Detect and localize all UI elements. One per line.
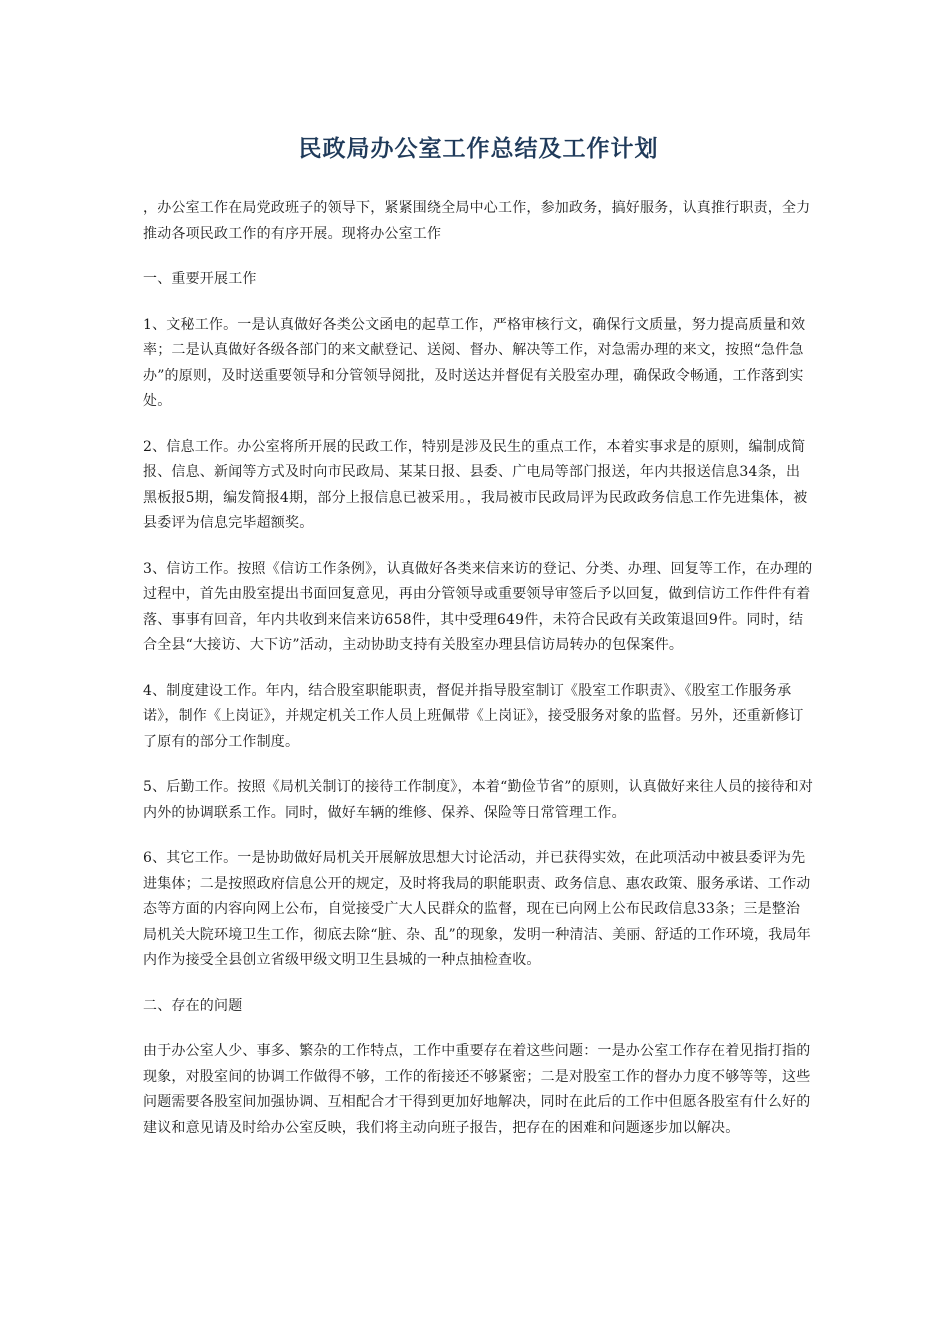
section-heading-work: 一、重要开展工作 — [143, 271, 257, 287]
intro-paragraph: ，办公室工作在局党政班子的领导下，紧紧围绕全局中心工作，参加政务，搞好服务，认真推行职责，全力推动各项民政工作的有序开展。现将办公室工作 — [143, 200, 811, 242]
paragraph-problems: 由于办公室人少、事多、繁杂的工作特点，工作中重要存在着这些问题：一是办公室工作存在着见指打指的现象，对股室间的协调工作做得不够，工作的衔接还不够紧密；二是对股室工作的督办力度不够等等，这些问题需要各股室间加强协调、互相配合才干得到更加好地解决，同时在此后的工作中但愿各股室有什么好的建议和意见请及时给办公室反映，我们将主动向班子报告，把存在的困难和问题逐步加以解决。 — [143, 1043, 811, 1136]
document-title: 民政局办公室工作总结及工作计划 — [298, 135, 659, 162]
paragraph-logistics-work: 5、后勤工作。按照《局机关制订的接待工作制度》，本着“勤俭节省”的原则，认真做好来往人员的接待和对内外的协调联系工作。同时，做好车辆的维修、保养、保险等日常管理工作。 — [143, 779, 814, 821]
paragraph-information-work: 2、信息工作。办公室将所开展的民政工作，特别是涉及民生的重点工作，本着实事求是的原则，编制成简报、信息、新闻等方式及时向市民政局、某某日报、县委、广电局等部门报送，年内共报送信息34条，出黑板报5期，编发简报4期，部分上报信息已被采用。，我局被市民政局评为民政政务信息工作先进集体，被县委评为信息完毕超额奖。 — [143, 438, 808, 531]
paragraph-system-building: 4、制度建设工作。年内，结合股室职能职责，督促并指导股室制订《股室工作职责》、《股室工作服务承诺》，制作《上岗证》，并规定机关工作人员上班佩带《上岗证》，接受服务对象的监督。另外，还重新修订了原有的部分工作制度。 — [143, 682, 804, 750]
paragraph-petition-work: 3、信访工作。按照《信访工作条例》，认真做好各类来信来访的登记、分类、办理、回复等工作，在办理的过程中，首先由股室提出书面回复意见，再由分管领导或重要领导审签后予以回复，做到信访工作件件有着落、事事有回音，年内共收到来信来访658件，其中受理649件，未符合民政有关政策退回9件。同时，结合全县“大接访、大下访”活动，主动协助支持有关股室办理县信访局转办的包保案件。 — [143, 560, 813, 653]
paragraph-secretarial-work: 1、文秘工作。一是认真做好各类公文函电的起草工作，严格审核行文，确保行文质量，努力提高质量和效率；二是认真做好各级各部门的来文献登记、送阅、督办、解决等工作，对急需办理的来文，按照“急件急办”的原则，及时送重要领导和分管领导阅批，及时送达并督促有关股室办理，确保政令畅通，工作落到实处。 — [143, 316, 806, 409]
section-heading-problems: 二、存在的问题 — [143, 997, 243, 1014]
paragraph-other-work: 6、其它工作。一是协助做好局机关开展解放思想大讨论活动，并已获得实效，在此项活动中被县委评为先进集体；二是按照政府信息公开的规定，及时将我局的职能职责、政务信息、惠农政策、服务承诺、工作动态等方面的内容向网上公布，自觉接受广大人民群众的监督，现在已向网上公布民政信息33条；三是整治局机关大院环境卫生工作，彻底去除“脏、杂、乱”的现象，发明一种清洁、美丽、舒适的工作环境，我局年内作为接受全县创立省级甲级文明卫生县城的一种点抽检查收。 — [143, 850, 811, 968]
